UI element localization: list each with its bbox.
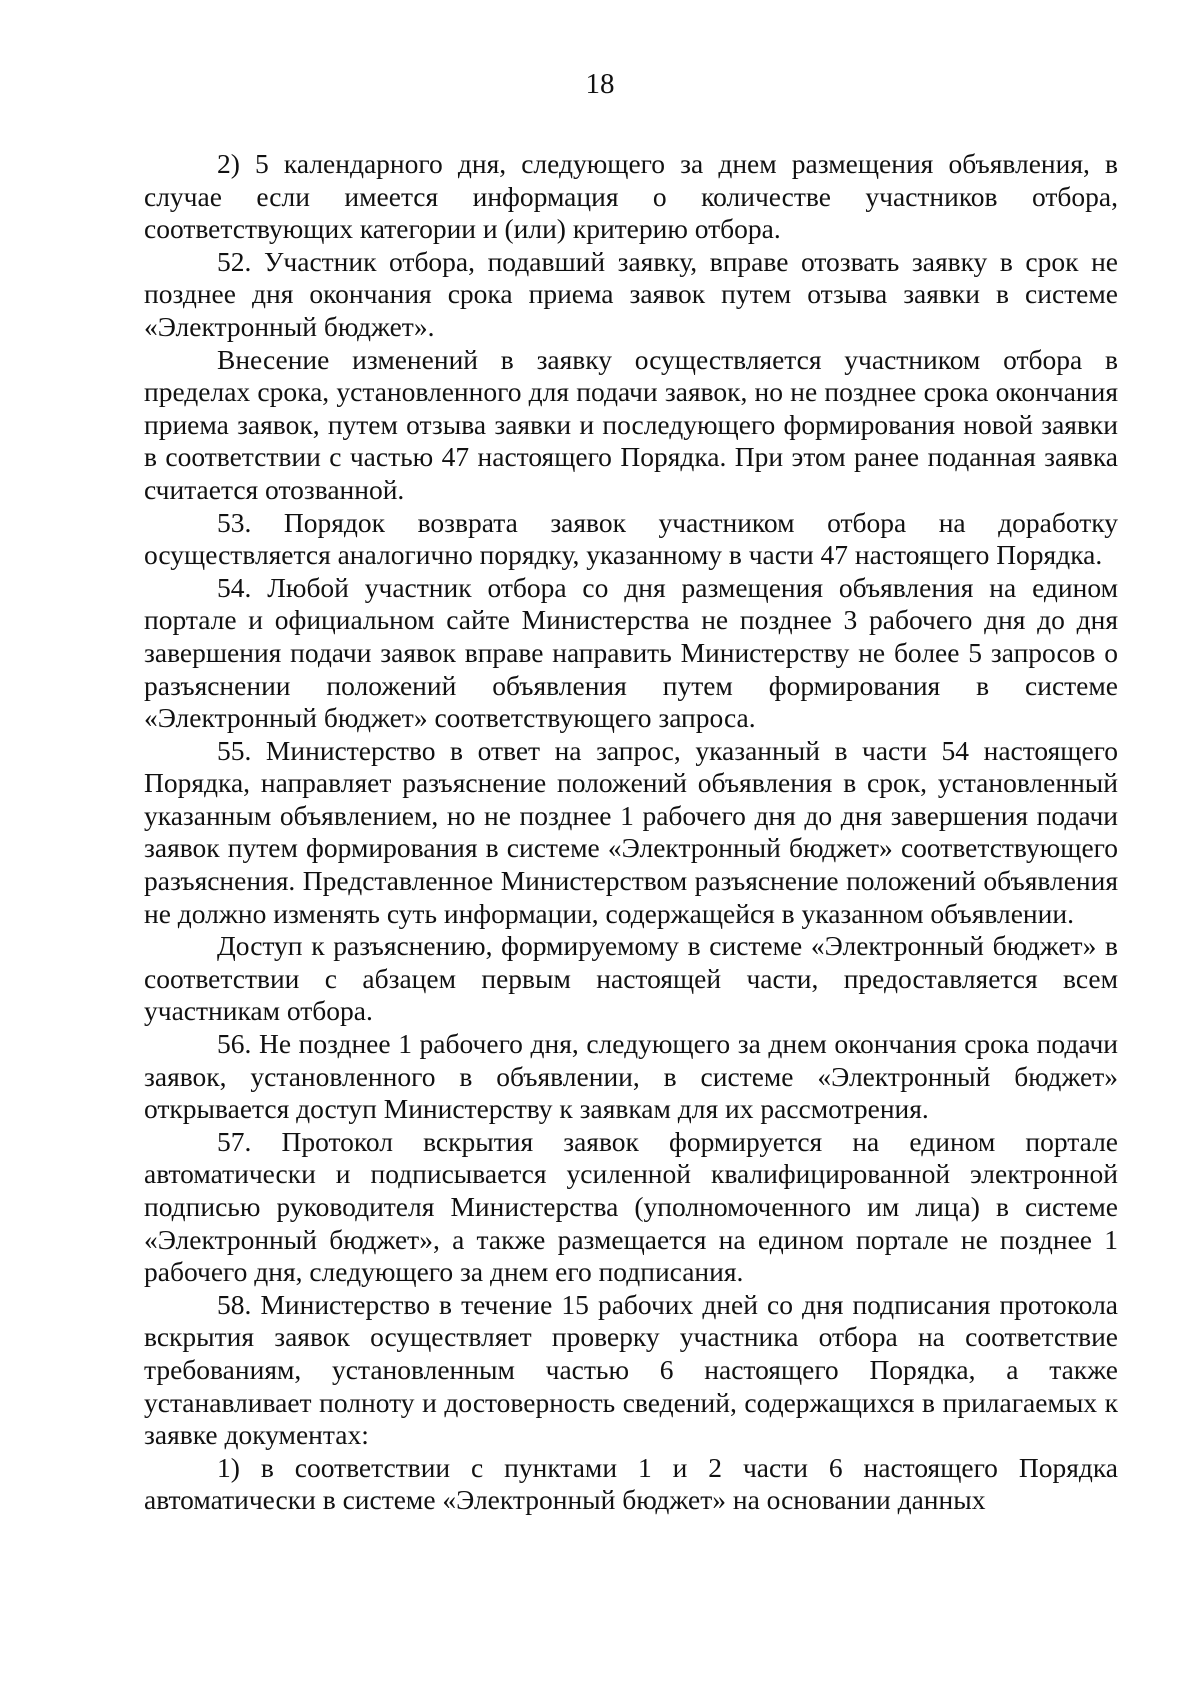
paragraph-55: 55. Министерство в ответ на запрос, указанный в части 54 настоящего Порядка, направляет разъяснение положений объявления в срок, установленный указанным объявлением, но не позднее 1 рабочего дня до дня завершения подачи заявок путем формирования в системе «Электронный бюджет» соответствующего разъяснения. Представленное Министерством разъяснение положений объявления не должно изменять суть информации, содержащейся в указанном объявлении.: [144, 734, 1118, 929]
paragraph-58: 58. Министерство в течение 15 рабочих дней со дня подписания протокола вскрытия заявок осуществляет проверку участника отбора на соответствие требованиям, установленным частью 6 настоящего Порядка, а также устанавливает полноту и достоверность сведений, содержащихся в прилагаемых к заявке документах:: [144, 1288, 1118, 1451]
paragraph-58-item-1: 1) в соответствии с пунктами 1 и 2 части 6 настоящего Порядка автоматически в системе «Электронный бюджет» на основании данных: [144, 1451, 1118, 1516]
paragraph-55-access: Доступ к разъяснению, формируемому в системе «Электронный бюджет» в соответствии с абзацем первым настоящей части, предоставляется всем участникам отбора.: [144, 930, 1118, 1027]
document-body: [144, 148, 1118, 1517]
paragraph-57: 57. Протокол вскрытия заявок формируется на едином портале автоматически и подписывается усиленной квалифицированной электронной подписью руководителя Министерства (уполномоченного им лица) в системе «Электронный бюджет», а также размещается на едином портале не позднее 1 рабочего дня, следующего за днем его подписания.: [144, 1125, 1118, 1288]
paragraph-item-2: 2) 5 календарного дня, следующего за днем размещения объявления, в случае если имеется информация о количестве участников отбора, соответствующих категории и (или) критерию отбора.: [144, 148, 1118, 245]
paragraph-53: 53. Порядок возврата заявок участником отбора на доработку осуществляется аналогично порядку, указанному в части 47 настоящего Порядка.: [144, 506, 1118, 571]
paragraph-54: 54. Любой участник отбора со дня размещения объявления на едином портале и официальном сайте Министерства не позднее 3 рабочего дня до дня завершения подачи заявок вправе направить Министерству не более 5 запросов о разъяснении положений объявления путем формирования в системе «Электронный бюджет» соответствующего запроса.: [144, 571, 1118, 734]
paragraph-52: 52. Участник отбора, подавший заявку, вправе отозвать заявку в срок не позднее дня окончания срока приема заявок путем отзыва заявки в системе «Электронный бюджет».: [144, 245, 1118, 342]
page-number: 18: [585, 68, 615, 100]
paragraph-56: 56. Не позднее 1 рабочего дня, следующего за днем окончания срока подачи заявок, установленного в объявлении, в системе «Электронный бюджет» открывается доступ Министерству к заявкам для их рассмотрения.: [144, 1028, 1118, 1125]
paragraph-52-amendments: Внесение изменений в заявку осуществляется участником отбора в пределах срока, установленного для подачи заявок, но не позднее срока окончания приема заявок, путем отзыва заявки и последующего формирования новой заявки в соответствии с частью 47 настоящего Порядка. При этом ранее поданная заявка считается отозванной.: [144, 343, 1118, 505]
